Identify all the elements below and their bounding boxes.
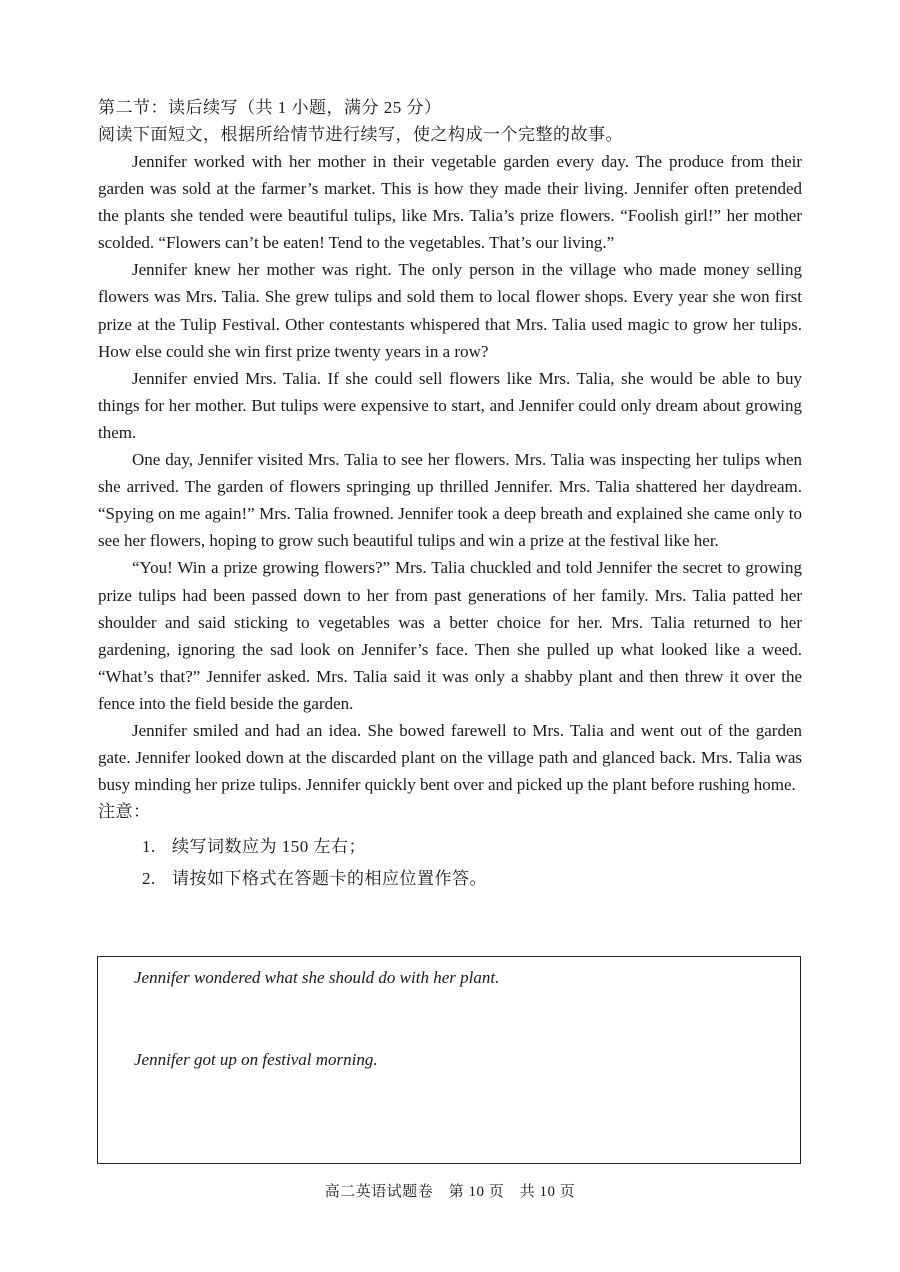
passage-paragraph: One day, Jennifer visited Mrs. Talia to see her flowers. Mrs. Talia was inspecting her tulips when she arrived. The garden of flowers springing up thrilled Jennifer. Mrs. Talia shattered her daydream. “Spying on me again!” Mrs. Talia frowned. Jennifer took a deep breath and explained she came only to see her flowers, hoping to grow such beautiful tulips and win a prize at the festival like her. <box>98 450 802 551</box>
passage-paragraph: “You! Win a prize growing flowers?” Mrs. Talia chuckled and told Jennifer the secret to growing prize tulips had been passed down to her from past generations of her family. Mrs. Talia patted her shoulder and said sticking to vegetables was a better choice for her. Mrs. Talia returned to her gardening, ignoring the sad look on Jennifer’s face. Then she pulled up what looked like a weed. “What’s that?” Jennifer asked. Mrs. Talia said it was only a shabby plant and then threw it over the fence into the field beside the garden. <box>98 558 802 713</box>
passage-paragraph: Jennifer worked with her mother in their vegetable garden every day. The produce from their garden was sold at the farmer’s market. This is how they made their living. Jennifer often pretended the plants she tended were beautiful tulips, like Mrs. Talia’s prize flowers. “Foolish girl!” her mother scolded. “Flowers can’t be eaten! Tend to the vegetables. That’s our living.” <box>98 152 802 253</box>
section-title: 第二节：读后续写（共 1 小题，满分 25 分） <box>98 98 442 117</box>
continuation-prompt-2: Jennifer got up on festival morning. <box>134 1050 378 1069</box>
note-item <box>98 831 802 863</box>
passage <box>98 148 802 798</box>
instruction: 阅读下面短文，根据所给情节进行续写，使之构成一个完整的故事。 <box>98 125 623 144</box>
notes-label: 注意： <box>98 802 151 822</box>
note-item <box>98 863 802 895</box>
passage-paragraph: Jennifer knew her mother was right. The only person in the village who made money selling flowers was Mrs. Talia. She grew tulips and sold them to local flower shops. Every year she won first prize at the Tulip Festival. Other contestants whispered that Mrs. Talia used magic to grow her tulips. How else could she win first prize twenty years in a row? <box>98 260 802 361</box>
page-footer: 高二英语试题卷 第 10 页 共 10 页 <box>324 1184 576 1200</box>
continuation-prompt-1: Jennifer wondered what she should do with her plant. <box>134 968 500 987</box>
passage-paragraph: Jennifer smiled and had an idea. She bowed farewell to Mrs. Talia and went out of the garden gate. Jennifer looked down at the discarded plant on the village path and glanced back. Mrs. Talia was busy minding her prize tulips. Jennifer quickly bent over and picked up the plant before rushing home. <box>98 720 802 795</box>
note-number: 2. <box>142 869 156 889</box>
note-text: 请按如下格式在答题卡的相应位置作答。 <box>172 869 487 889</box>
passage-paragraph: Jennifer envied Mrs. Talia. If she could sell flowers like Mrs. Talia, she would be able to buy things for her mother. But tulips were expensive to start, and Jennifer could only dream about growing them. <box>98 368 802 442</box>
exam-page <box>98 94 802 895</box>
notes-list <box>98 831 802 895</box>
answer-box <box>97 956 801 1164</box>
note-text: 续写词数应为 150 左右； <box>172 837 366 857</box>
note-number: 1. <box>142 837 156 857</box>
